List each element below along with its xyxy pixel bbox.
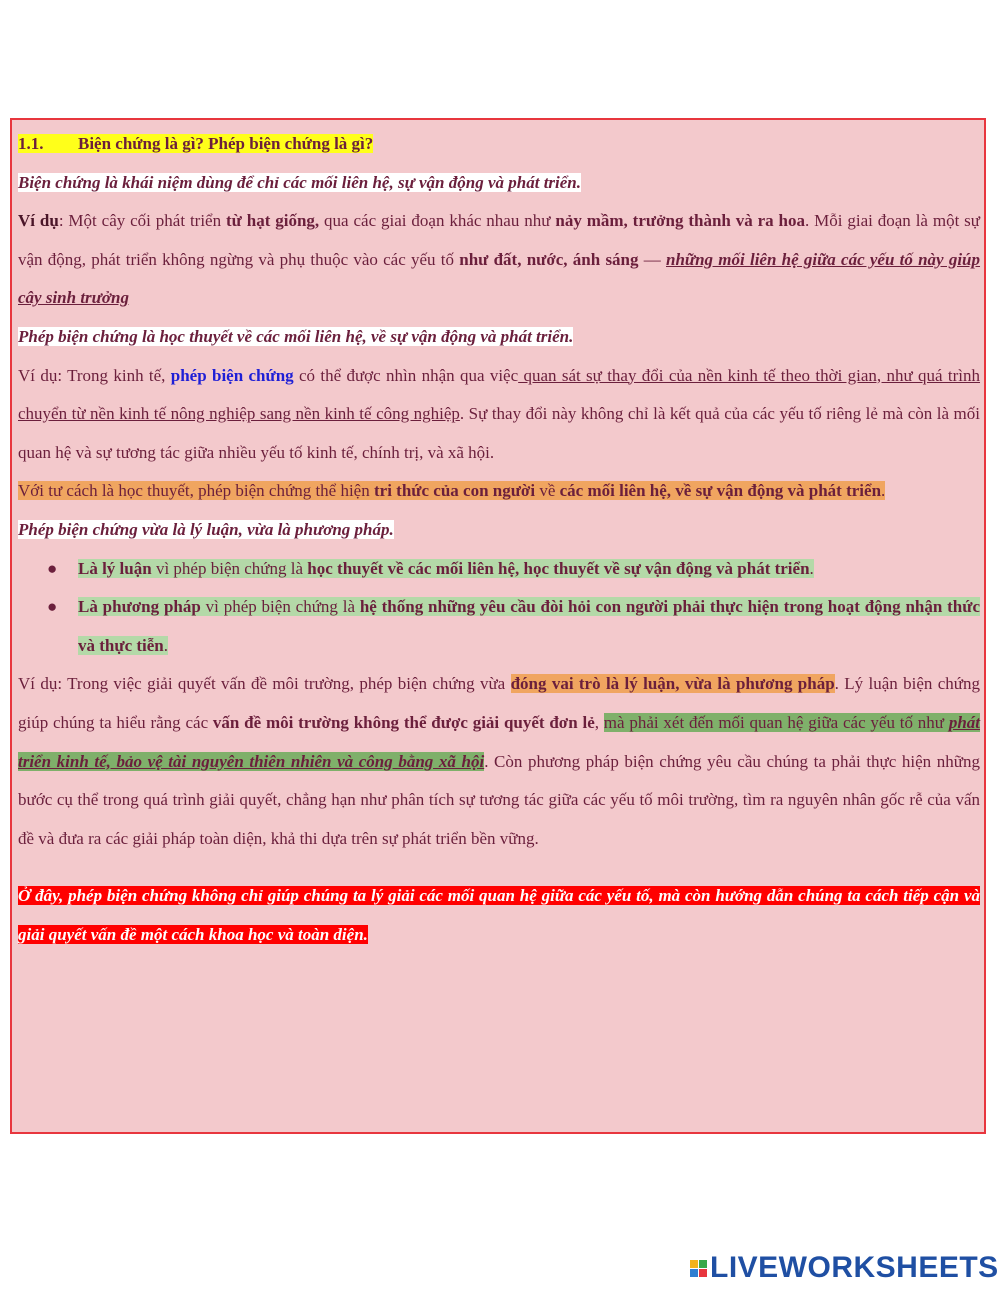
section-title: Biện chứng là gì? Phép biện chứng là gì? <box>78 134 374 153</box>
example-economy: Ví dụ: Trong kinh tế, phép biện chứng có thể được nhìn nhận qua việc quan sát sự thay đổi của nền kinh tế theo thời gian, như quá trình chuyển từ nền kinh tế nông nghiệp sang nền kinh tế công nghiệp. Sự thay đổi này không chỉ là kết quả của các yếu tố riêng lẻ mà còn là mối quan hệ và sự tương tác giữa nhiều yếu tố kinh tế, chính trị, và xã hội. <box>18 365 981 462</box>
logo-text: LIVEWORKSHEETS <box>710 1251 999 1284</box>
definition-materialist-dialectics: Phép biện chứng là học thuyết về các mối liên hệ, về sự vận động và phát triển. <box>18 326 574 346</box>
example-plant: Ví dụ: Một cây cối phát triển từ hạt giống, qua các giai đoạn khác nhau như nảy mầm, trưởng thành và ra hoa. Mỗi giai đoạn là một sự vận động, phát triển không ngừng và phụ thuộc vào các yếu tố như đất, nước, ánh sáng — những mối liên hệ giữa các yếu tố này giúp cây sinh trưởng <box>18 211 981 308</box>
section-number: 1.1. <box>18 134 44 153</box>
conclusion: Ở đây, phép biện chứng không chỉ giúp chúng ta lý giải các mối quan hệ giữa các yếu tố, mà còn hướng dẫn chúng ta cách tiếp cận và giải quyết vấn đề một cách khoa học và toàn diện. <box>18 886 980 944</box>
list-item: ● Là lý luận vì phép biện chứng là học thuyết về các mối liên hệ, học thuyết về sự vận động và phát triển. <box>18 550 980 589</box>
definition-theory-method: Phép biện chứng vừa là lý luận, vừa là phương pháp. <box>18 519 394 539</box>
example-environment: Ví dụ: Trong việc giải quyết vấn đề môi trường, phép biện chứng vừa đóng vai trò là lý luận, vừa là phương pháp. Lý luận biện chứng giúp chúng ta hiểu rằng các vấn đề môi trường không thể được giải quyết đơn lẻ, mà phải xét đến mối quan hệ giữa các yếu tố như phát triển kinh tế, bảo vệ tài nguyên thiên nhiên và công bằng xã hội. Còn phương pháp biện chứng yêu cầu chúng ta phải thực hiện những bước cụ thể trong quá trình giải quyết, chẳng hạn như phân tích sự tương tác giữa các yếu tố môi trường, tìm ra nguyên nhân gốc rễ của vấn đề và đưa ra các giải pháp toàn diện, khả thi dựa trên sự phát triển bền vững. <box>18 674 980 848</box>
bullet-list <box>18 550 980 666</box>
definition-dialectics: Biện chứng là khái niệm dùng để chỉ các mối liên hệ, sự vận động và phát triển. <box>18 172 582 192</box>
bullet-icon: ● <box>47 558 58 578</box>
logo-icon <box>690 1260 707 1277</box>
liveworksheets-logo <box>690 1250 999 1286</box>
theory-paragraph: Với tư cách là học thuyết, phép biện chứng thể hiện tri thức của con người về các mối liên hệ, về sự vận động và phát triển. <box>18 481 886 501</box>
list-item: ● Là phương pháp vì phép biện chứng là hệ thống những yêu cầu đòi hỏi con người phải thực hiện trong hoạt động nhận thức và thực tiễn. <box>18 588 980 665</box>
section-heading <box>18 125 980 164</box>
worksheet-content <box>18 125 980 954</box>
bullet-icon: ● <box>47 597 58 617</box>
